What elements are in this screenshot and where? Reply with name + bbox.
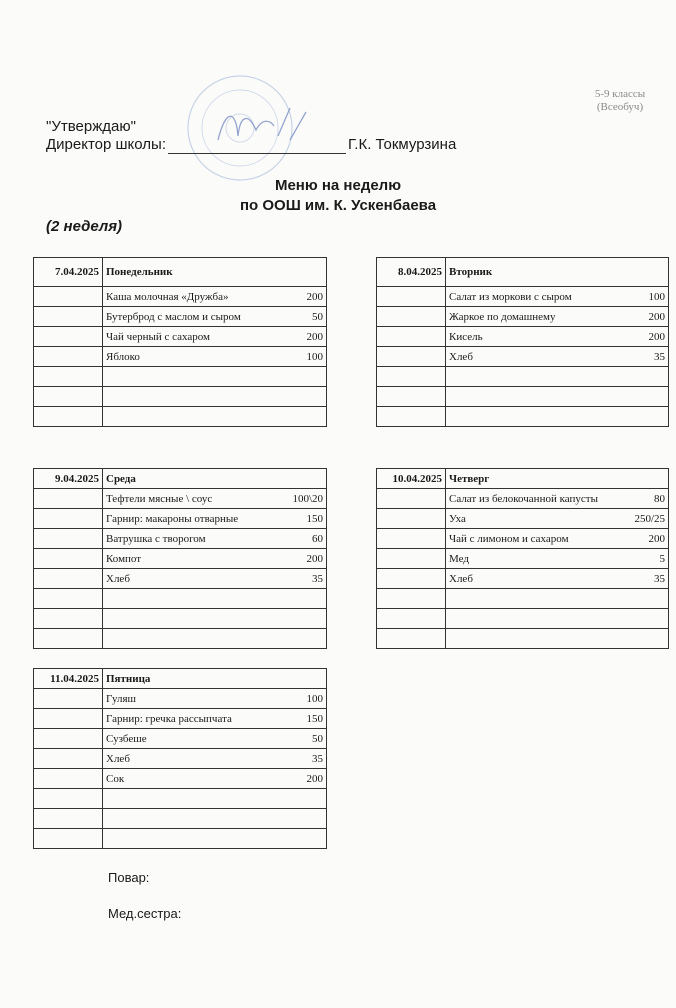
table-row bbox=[34, 829, 327, 849]
dish-name: Сок bbox=[106, 772, 125, 785]
table-row bbox=[377, 589, 669, 609]
table-row bbox=[34, 307, 327, 327]
menu-item bbox=[106, 553, 323, 565]
menu-item bbox=[106, 351, 323, 363]
approval-block bbox=[46, 118, 456, 154]
menu-item bbox=[449, 351, 665, 363]
menu-item bbox=[106, 733, 323, 745]
dish-name: Ватрушка с творогом bbox=[106, 532, 206, 545]
table-row bbox=[377, 609, 669, 629]
table-row bbox=[377, 387, 669, 407]
table-row bbox=[34, 589, 327, 609]
dish-weight: 35 bbox=[654, 350, 665, 363]
day-name: Вторник bbox=[446, 258, 669, 287]
dish-name: Сузбеше bbox=[106, 732, 147, 745]
table-row bbox=[377, 367, 669, 387]
day-date: 10.04.2025 bbox=[377, 469, 446, 489]
table-row bbox=[34, 327, 327, 347]
day-date: 8.04.2025 bbox=[377, 258, 446, 287]
dish-weight: 35 bbox=[312, 752, 323, 765]
table-row bbox=[34, 629, 327, 649]
signature-line bbox=[168, 153, 346, 154]
dish-name: Компот bbox=[106, 552, 142, 565]
dish-weight: 100 bbox=[306, 692, 323, 705]
menu-item bbox=[449, 533, 665, 545]
dish-name: Хлеб bbox=[106, 572, 130, 585]
approval-name: Г.К. Токмурзина bbox=[348, 136, 457, 153]
table-row bbox=[34, 809, 327, 829]
day-date: 11.04.2025 bbox=[34, 669, 103, 689]
corner-note: 5-9 классы (Всеобуч) bbox=[594, 88, 646, 113]
dish-name: Салат из моркови с сыром bbox=[449, 290, 572, 303]
dish-name: Уха bbox=[449, 512, 466, 525]
menu-item bbox=[449, 311, 665, 323]
dish-weight: 60 bbox=[312, 532, 323, 545]
dish-name: Гуляш bbox=[106, 692, 136, 705]
table-row bbox=[377, 569, 669, 589]
dish-weight: 250/25 bbox=[634, 512, 665, 525]
table-row bbox=[377, 287, 669, 307]
day-name: Пятница bbox=[103, 669, 327, 689]
menu-item bbox=[106, 773, 323, 785]
dish-name: Хлеб bbox=[106, 752, 130, 765]
table-row bbox=[34, 769, 327, 789]
menu-table-day-5 bbox=[33, 668, 327, 849]
table-row bbox=[34, 609, 327, 629]
menu-item bbox=[449, 573, 665, 585]
dish-name: Яблоко bbox=[106, 350, 140, 363]
table-row bbox=[34, 347, 327, 367]
menu-table-day-2 bbox=[376, 257, 669, 427]
dish-weight: 150 bbox=[306, 512, 323, 525]
dish-weight: 200 bbox=[306, 330, 323, 343]
dish-name: Чай с лимоном и сахаром bbox=[449, 532, 569, 545]
menu-item bbox=[106, 493, 323, 505]
menu-item bbox=[106, 713, 323, 725]
dish-name: Мед bbox=[449, 552, 469, 565]
menu-table-day-1 bbox=[33, 257, 327, 427]
day-name: Среда bbox=[103, 469, 327, 489]
table-row bbox=[34, 709, 327, 729]
table-row bbox=[377, 347, 669, 367]
dish-name: Хлеб bbox=[449, 350, 473, 363]
table-row bbox=[34, 489, 327, 509]
menu-item bbox=[106, 291, 323, 303]
day-name: Четверг bbox=[446, 469, 669, 489]
dish-name: Кисель bbox=[449, 330, 483, 343]
dish-weight: 200 bbox=[648, 532, 665, 545]
table-row bbox=[34, 367, 327, 387]
menu-item bbox=[106, 311, 323, 323]
table-row bbox=[34, 549, 327, 569]
table-row bbox=[34, 729, 327, 749]
table-row bbox=[377, 529, 669, 549]
menu-item bbox=[449, 331, 665, 343]
table-row bbox=[34, 749, 327, 769]
week-label: (2 неделя) bbox=[46, 218, 123, 235]
document-title: Меню на неделю по ООШ им. К. Ускенбаева bbox=[239, 177, 437, 214]
dish-weight: 200 bbox=[648, 330, 665, 343]
dish-name: Хлеб bbox=[449, 572, 473, 585]
dish-weight: 150 bbox=[306, 712, 323, 725]
menu-table-day-4 bbox=[376, 468, 669, 649]
menu-item bbox=[449, 513, 665, 525]
dish-name: Жаркое по домашнему bbox=[449, 310, 556, 323]
menu-item bbox=[106, 533, 323, 545]
approval-position: Директор школы: bbox=[46, 136, 166, 153]
dish-weight: 200 bbox=[306, 772, 323, 785]
menu-item bbox=[106, 513, 323, 525]
approval-quote: "Утверждаю" bbox=[46, 118, 136, 135]
table-row bbox=[34, 529, 327, 549]
table-row bbox=[377, 327, 669, 347]
menu-item bbox=[449, 493, 665, 505]
dish-name: Гарнир: макароны отварные bbox=[106, 512, 239, 525]
dish-weight: 35 bbox=[312, 572, 323, 585]
table-row bbox=[34, 407, 327, 427]
dish-name: Бутерброд с маслом и сыром bbox=[106, 310, 241, 323]
table-row bbox=[34, 509, 327, 529]
dish-weight: 100\20 bbox=[292, 492, 323, 505]
table-row bbox=[34, 789, 327, 809]
menu-item bbox=[106, 331, 323, 343]
dish-name: Гарнир: гречка рассыпчата bbox=[106, 712, 232, 725]
table-row bbox=[377, 509, 669, 529]
table-row bbox=[34, 689, 327, 709]
dish-weight: 5 bbox=[659, 552, 665, 565]
table-row bbox=[377, 549, 669, 569]
menu-item bbox=[106, 753, 323, 765]
table-row bbox=[377, 307, 669, 327]
dish-name: Тефтели мясные \ соус bbox=[106, 492, 213, 505]
nurse-label: Мед.сестра: bbox=[108, 906, 182, 921]
dish-name: Каша молочная «Дружба» bbox=[106, 290, 229, 303]
dish-name: Чай черный с сахаром bbox=[106, 330, 211, 343]
dish-weight: 35 bbox=[654, 572, 665, 585]
dish-weight: 200 bbox=[648, 310, 665, 323]
menu-item bbox=[449, 553, 665, 565]
dish-weight: 80 bbox=[654, 492, 665, 505]
dish-weight: 50 bbox=[312, 310, 323, 323]
dish-weight: 50 bbox=[312, 732, 323, 745]
table-row bbox=[377, 489, 669, 509]
dish-name: Салат из белокочанной капусты bbox=[449, 492, 598, 505]
menu-item bbox=[106, 573, 323, 585]
dish-weight: 200 bbox=[306, 290, 323, 303]
dish-weight: 100 bbox=[306, 350, 323, 363]
menu-table-day-3 bbox=[33, 468, 327, 649]
day-date: 9.04.2025 bbox=[34, 469, 103, 489]
day-date: 7.04.2025 bbox=[34, 258, 103, 287]
table-row bbox=[34, 387, 327, 407]
menu-item bbox=[449, 291, 665, 303]
table-row bbox=[34, 569, 327, 589]
dish-weight: 200 bbox=[306, 552, 323, 565]
table-row bbox=[377, 629, 669, 649]
table-row bbox=[377, 407, 669, 427]
day-name: Понедельник bbox=[103, 258, 327, 287]
table-row bbox=[34, 287, 327, 307]
menu-item bbox=[106, 693, 323, 705]
dish-weight: 100 bbox=[648, 290, 665, 303]
cook-label: Повар: bbox=[108, 870, 150, 885]
